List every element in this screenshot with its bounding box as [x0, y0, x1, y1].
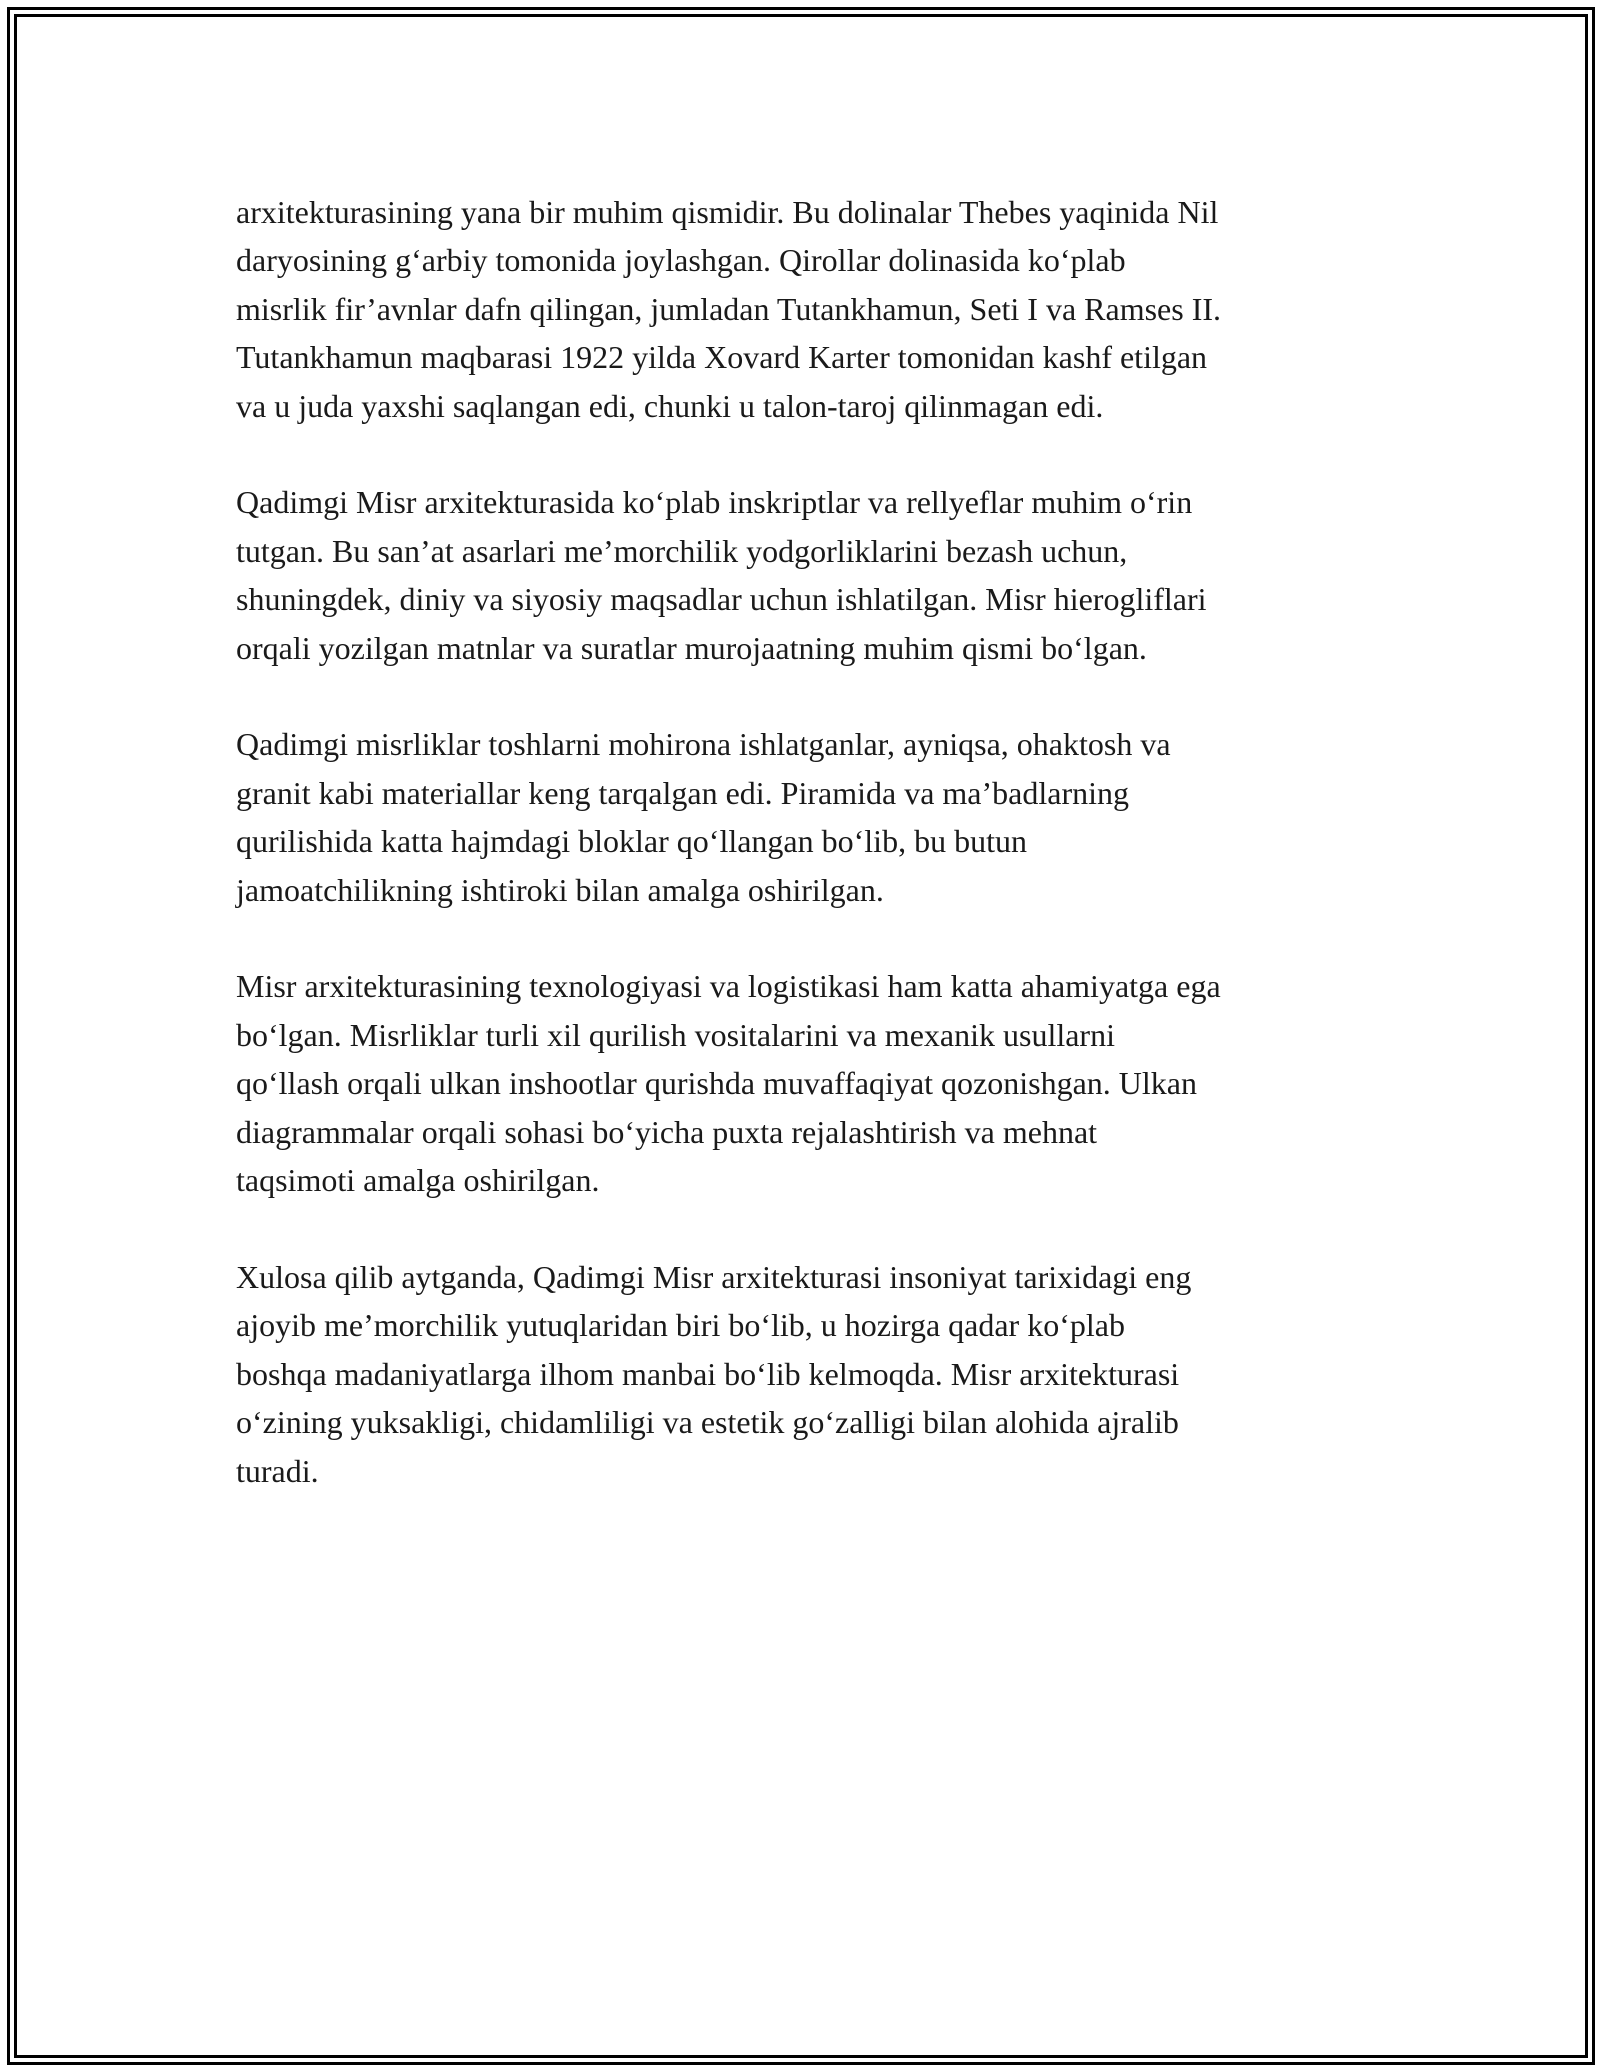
paragraph-inscriptions [236, 478, 1376, 672]
text-line: ajoyib me’morchilik yutuqlaridan biri bo‘lib, u hozirga qadar ko‘plab [236, 1307, 1125, 1344]
text-line: arxitekturasining yana bir muhim qismidir. Bu dolinalar Thebes yaqinida Nil [236, 194, 1219, 230]
text-line: daryosining g‘arbiy tomonida joylashgan. Qirollar dolinasida ko‘plab [236, 242, 1126, 279]
text-line: tutgan. Bu san’at asarlari me’morchilik yodgorliklarini bezash uchun, [236, 532, 1128, 569]
text-line: qo‘llash orqali ulkan inshootlar qurishda muvaffaqiyat qozonishgan. Ulkan [236, 1065, 1197, 1102]
text-line: boshqa madaniyatlarga ilhom manbai bo‘lib kelmoqda. Misr arxitekturasi [236, 1355, 1180, 1392]
text-line: va u juda yaxshi saqlangan edi, chunki u talon-taroj qilinmagan edi. [236, 387, 1104, 424]
text-line: turadi. [236, 1452, 319, 1489]
text-line: taqsimoti amalga oshirilgan. [236, 1162, 600, 1199]
text-line: diagrammalar orqali sohasi bo‘yicha puxta rejalashtirish va mehnat [236, 1113, 1098, 1150]
paragraph-conclusion [236, 1253, 1376, 1495]
text-line: bo‘lgan. Misrliklar turli xil qurilish vositalarini va mexanik usullarni [236, 1016, 1115, 1053]
text-line: Qadimgi Misr arxitekturasida ko‘plab inskriptlar va rellyeflar muhim o‘rin [236, 484, 1193, 521]
paragraph-tombs [236, 188, 1376, 430]
document-body [236, 188, 1376, 1543]
text-line: Xulosa qilib aytganda, Qadimgi Misr arxitekturasi insoniyat tarixidagi eng [236, 1258, 1192, 1295]
paragraph-materials [236, 720, 1376, 914]
text-line: jamoatchilikning ishtiroki bilan amalga oshirilgan. [236, 871, 884, 908]
text-line: Tutankhamun maqbarasi 1922 yilda Xovard Karter tomonidan kashf etilgan [236, 339, 1208, 376]
text-line: qurilishida katta hajmdagi bloklar qo‘llangan bo‘lib, bu butun [236, 823, 1027, 860]
paragraph-technology [236, 962, 1376, 1204]
text-line: granit kabi materiallar keng tarqalgan edi. Piramida va ma’badlarning [236, 774, 1129, 811]
text-line: Misr arxitekturasining texnologiyasi va logistikasi ham katta ahamiyatga ega [236, 968, 1221, 1005]
text-line: misrlik fir’avnlar dafn qilingan, jumladan Tutankhamun, Seti I va Ramses II. [236, 290, 1222, 327]
text-line: orqali yozilgan matnlar va suratlar murojaatning muhim qismi bo‘lgan. [236, 629, 1147, 666]
text-line: shuningdek, diniy va siyosiy maqsadlar uchun ishlatilgan. Misr hierogliflari [236, 581, 1207, 618]
text-line: Qadimgi misrliklar toshlarni mohirona ishlatganlar, ayniqsa, ohaktosh va [236, 726, 1171, 763]
text-line: o‘zining yuksakligi, chidamliligi va estetik go‘zalligi bilan alohida ajralib [236, 1404, 1179, 1441]
